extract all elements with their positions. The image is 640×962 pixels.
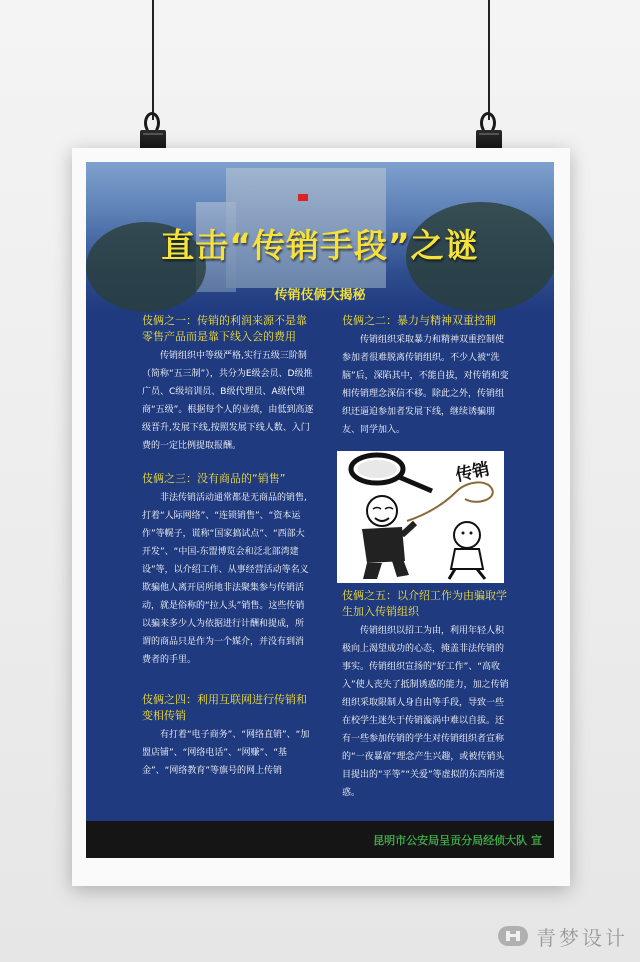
section-one-body: 传销组织中等级严格,实行五级三阶制（简称“五三制”），共分为E级会员、D级推广员、C级培训员、B级代理员、A级代理商“五级”。根据每个人的业绩，由低到高逐级晋升,发展下线,按照发展下线人数、入门费的一定比例提取报酬。 — [142, 351, 314, 451]
hanging-string-right — [488, 0, 490, 120]
cartoon-label: 传销 — [453, 459, 492, 486]
watermark-text: 青梦设计 — [536, 925, 628, 950]
hanging-string-left — [152, 0, 154, 120]
section-four-body: 有打着“电子商务”、“网络直销”、“加盟店铺”、“网络电话”、“网赚”、“基金”、“网络教育”等旗号的网上传销 — [142, 730, 310, 776]
qingmeng-logo-icon — [498, 924, 528, 948]
section-four-heading: 伎俩之四：利用互联网进行传销和变相传销 — [142, 693, 307, 722]
section-five-body: 传销组织以招工为由，利用年轻人积极向上渴望成功的心态，掩盖非法传销的事实。传销组织宣扬的“好工作”、“高收入”使人丧失了抵制诱惑的能力，加之传销组织采取限制人身自由等手段，导致一些在校学生迷失于传销漩涡中难以自拔。还有一些参加传销的学生对传销组织者宣称的“一夜暴富”理念产生兴趣，或被传销头目提出的“平等”“关爱”等虚拟的东西所迷惑。 — [342, 626, 509, 798]
poster — [86, 162, 554, 858]
poster-title: 直击“传销手段”之谜 — [161, 226, 479, 265]
section-one-heading: 伎俩之一：传销的利润来源不是靠零售产品而是靠下线入会的费用 — [142, 314, 307, 343]
section-five-heading: 伎俩之五：以介绍工作为由骗取学生加入传销组织 — [342, 589, 507, 618]
watermark — [498, 922, 628, 950]
pyramid-scheme-cartoon — [337, 451, 504, 583]
section-two-body: 传销组织采取暴力和精神双重控制使参加者很难脱离传销组织。不少人被“洗脑”后，深陷其中，不能自拔，对传销和变相传销理念深信不移。除此之外，传销组织还逼迫参加者发展下线，继续诱骗朋友、同学加入。 — [342, 335, 509, 435]
footer-credit: 昆明市公安局呈贡分局经侦大队 宣 — [373, 834, 542, 847]
poster-footer — [86, 821, 554, 858]
section-three — [142, 471, 312, 669]
section-three-heading: 伎俩之三：没有商品的“销售” — [142, 472, 286, 485]
section-five — [342, 588, 510, 802]
section-two-heading: 伎俩之二：暴力与精神双重控制 — [342, 314, 496, 327]
section-three-body: 非法传销活动通常都是无商品的销售,打着“人际网络”、“连锁销售”、“资本运作”等幌子，谎称“国家搞试点”、“西部大开发”、“中国-东盟博览会和泛北部湾建设”等，以介绍工作、从事经营活动等名义欺骗他人离开居所地非法聚集参与传销活动，就是俗称的“拉人头”销售。这些传销以骗来多少人为依据进行计酬和提成，所谓的商品只是作为一个媒介，并没有到消费者的手里。 — [142, 493, 309, 665]
section-two — [342, 313, 510, 439]
section-four — [142, 692, 312, 780]
poster-subtitle: 传销伎俩大揭秘 — [274, 288, 366, 303]
section-one — [142, 313, 314, 455]
